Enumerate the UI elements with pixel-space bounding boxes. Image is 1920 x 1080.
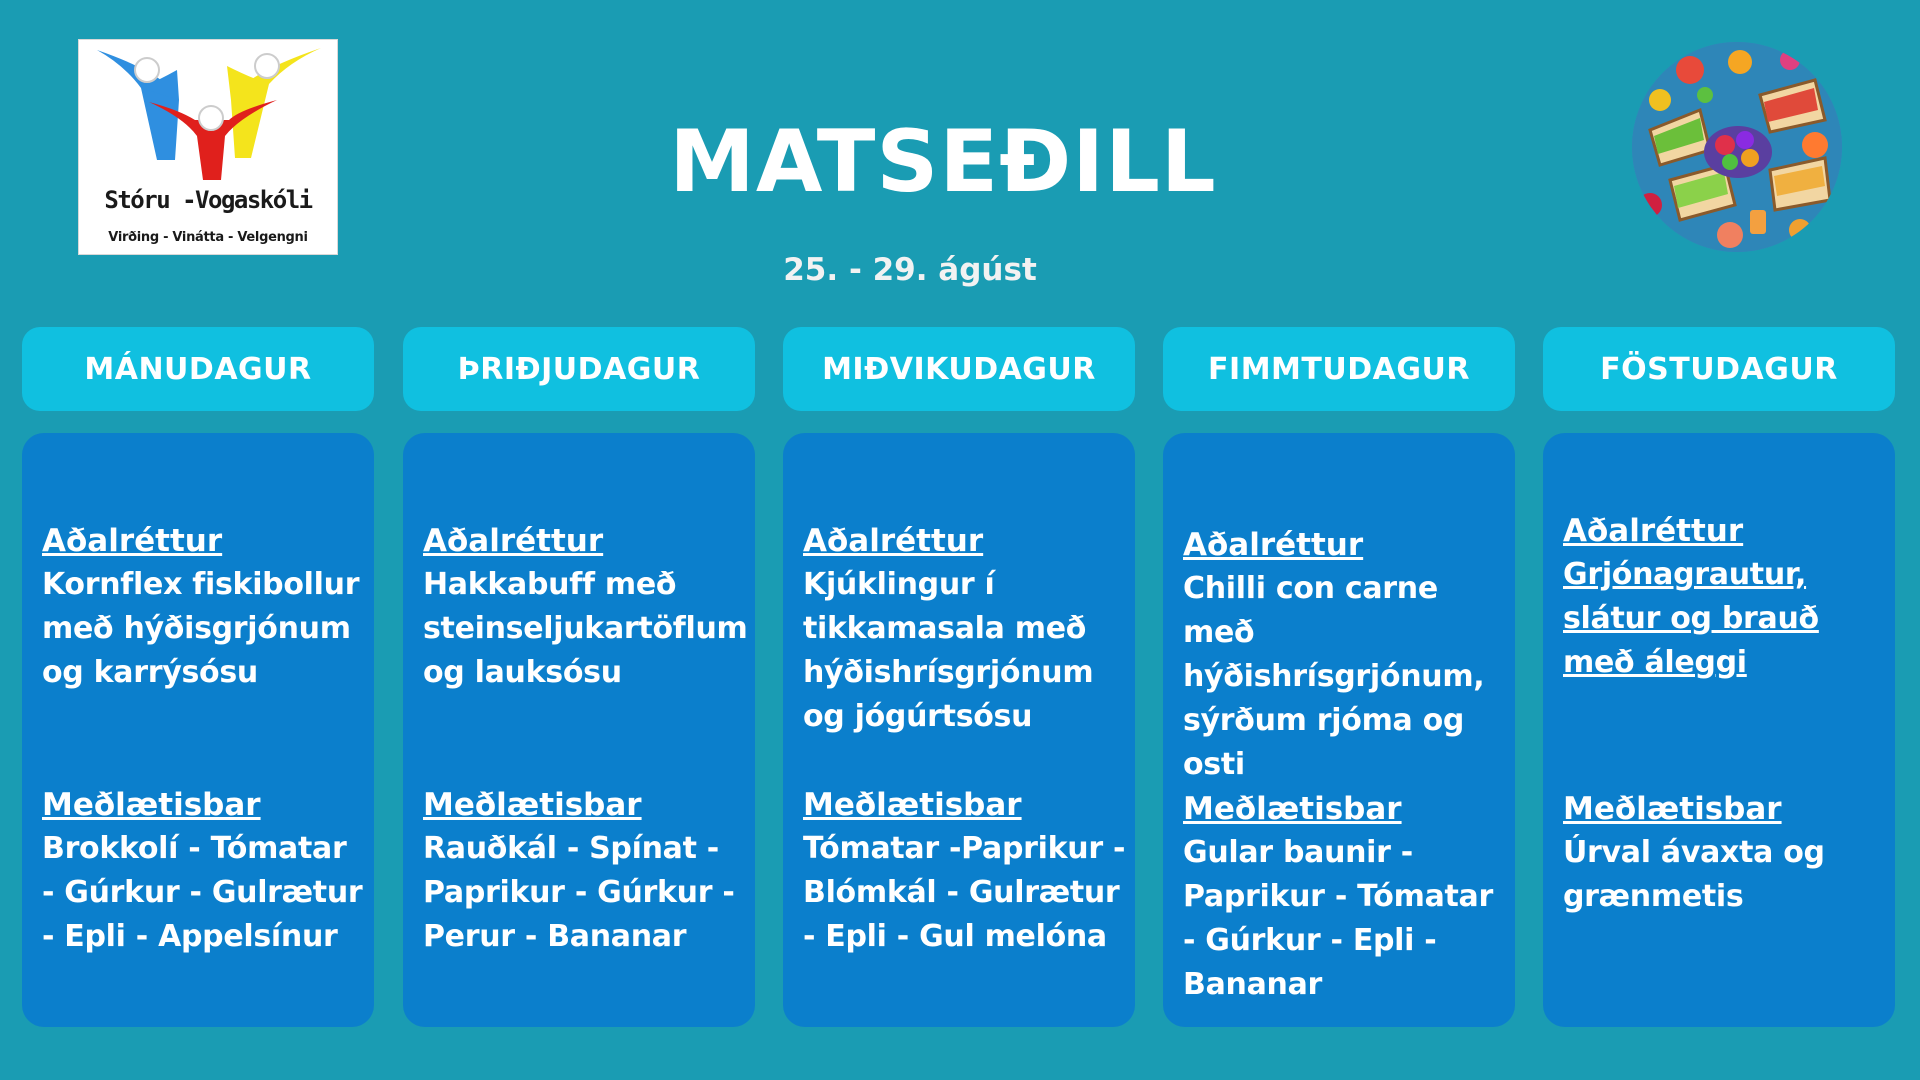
side-bar-section <box>1183 787 1507 1007</box>
day-card-monday <box>22 433 374 1027</box>
side-bar-label: Meðlætisbar <box>42 787 261 823</box>
side-bar-text: Gular baunir - Paprikur - Tómatar - Gúrkur - Epli - Bananar <box>1183 835 1493 1002</box>
side-bar-text: Brokkolí - Tómatar - Gúrkur - Gulrætur - Epli - Appelsínur <box>42 831 363 954</box>
page-title: MATSEÐILL <box>669 112 1217 212</box>
main-course-label: Aðalréttur <box>42 523 223 559</box>
main-course-section <box>1183 523 1507 787</box>
side-bar-text: Úrval ávaxta og grænmetis <box>1563 835 1825 914</box>
main-course-section <box>42 519 366 695</box>
main-course-text: Chilli con carne með hýðishrísgrjónum, sýrðum rjóma og osti <box>1183 571 1485 782</box>
main-course-section <box>803 519 1127 739</box>
main-course-section <box>423 519 747 695</box>
school-name: Stóru -Vogaskóli <box>104 186 312 214</box>
side-bar-text: Rauðkál - Spínat - Paprikur - Gúrkur - Perur - Bananar <box>423 831 735 954</box>
side-bar-label: Meðlætisbar <box>1183 791 1402 827</box>
side-bar-label: Meðlætisbar <box>803 787 1022 823</box>
day-card-friday <box>1543 433 1895 1027</box>
day-header-wednesday: MIÐVIKUDAGUR <box>783 327 1135 411</box>
main-course-text: Grjónagrautur, slátur og brauð með áleggi <box>1563 557 1819 680</box>
main-course-label: Aðalréttur <box>1563 513 1744 549</box>
day-card-wednesday <box>783 433 1135 1027</box>
main-course-label: Aðalréttur <box>803 523 984 559</box>
day-card-tuesday <box>403 433 755 1027</box>
main-course-section <box>1563 509 1887 685</box>
main-course-text: Kjúklingur í tikkamasala með hýðishrísgrjónum og jógúrtsósu <box>803 567 1094 734</box>
side-bar-section <box>1563 787 1887 919</box>
side-bar-section <box>42 783 366 959</box>
school-motto: Virðing - Vinátta - Velgengni <box>108 230 308 245</box>
day-card-thursday <box>1163 433 1515 1027</box>
side-bar-text: Tómatar -Paprikur - Blómkál - Gulrætur - Epli - Gul melóna <box>803 831 1126 954</box>
food-illustration-icon <box>1630 40 1844 254</box>
side-bar-section <box>423 783 747 959</box>
side-bar-label: Meðlætisbar <box>423 787 642 823</box>
main-course-label: Aðalréttur <box>423 523 604 559</box>
side-bar-section <box>803 783 1127 959</box>
main-course-text: Kornflex fiskibollur með hýðisgrjónum og karrýsósu <box>42 567 360 690</box>
day-header-thursday: FIMMTUDAGUR <box>1163 327 1515 411</box>
main-course-text: Hakkabuff með steinseljukartöflum og lauksósu <box>423 567 748 690</box>
date-range: 25. - 29. ágúst <box>783 252 1037 288</box>
day-header-friday: FÖSTUDAGUR <box>1543 327 1895 411</box>
main-course-label: Aðalréttur <box>1183 527 1364 563</box>
side-bar-label: Meðlætisbar <box>1563 791 1782 827</box>
day-header-monday: MÁNUDAGUR <box>22 327 374 411</box>
day-header-tuesday: ÞRIÐJUDAGUR <box>403 327 755 411</box>
